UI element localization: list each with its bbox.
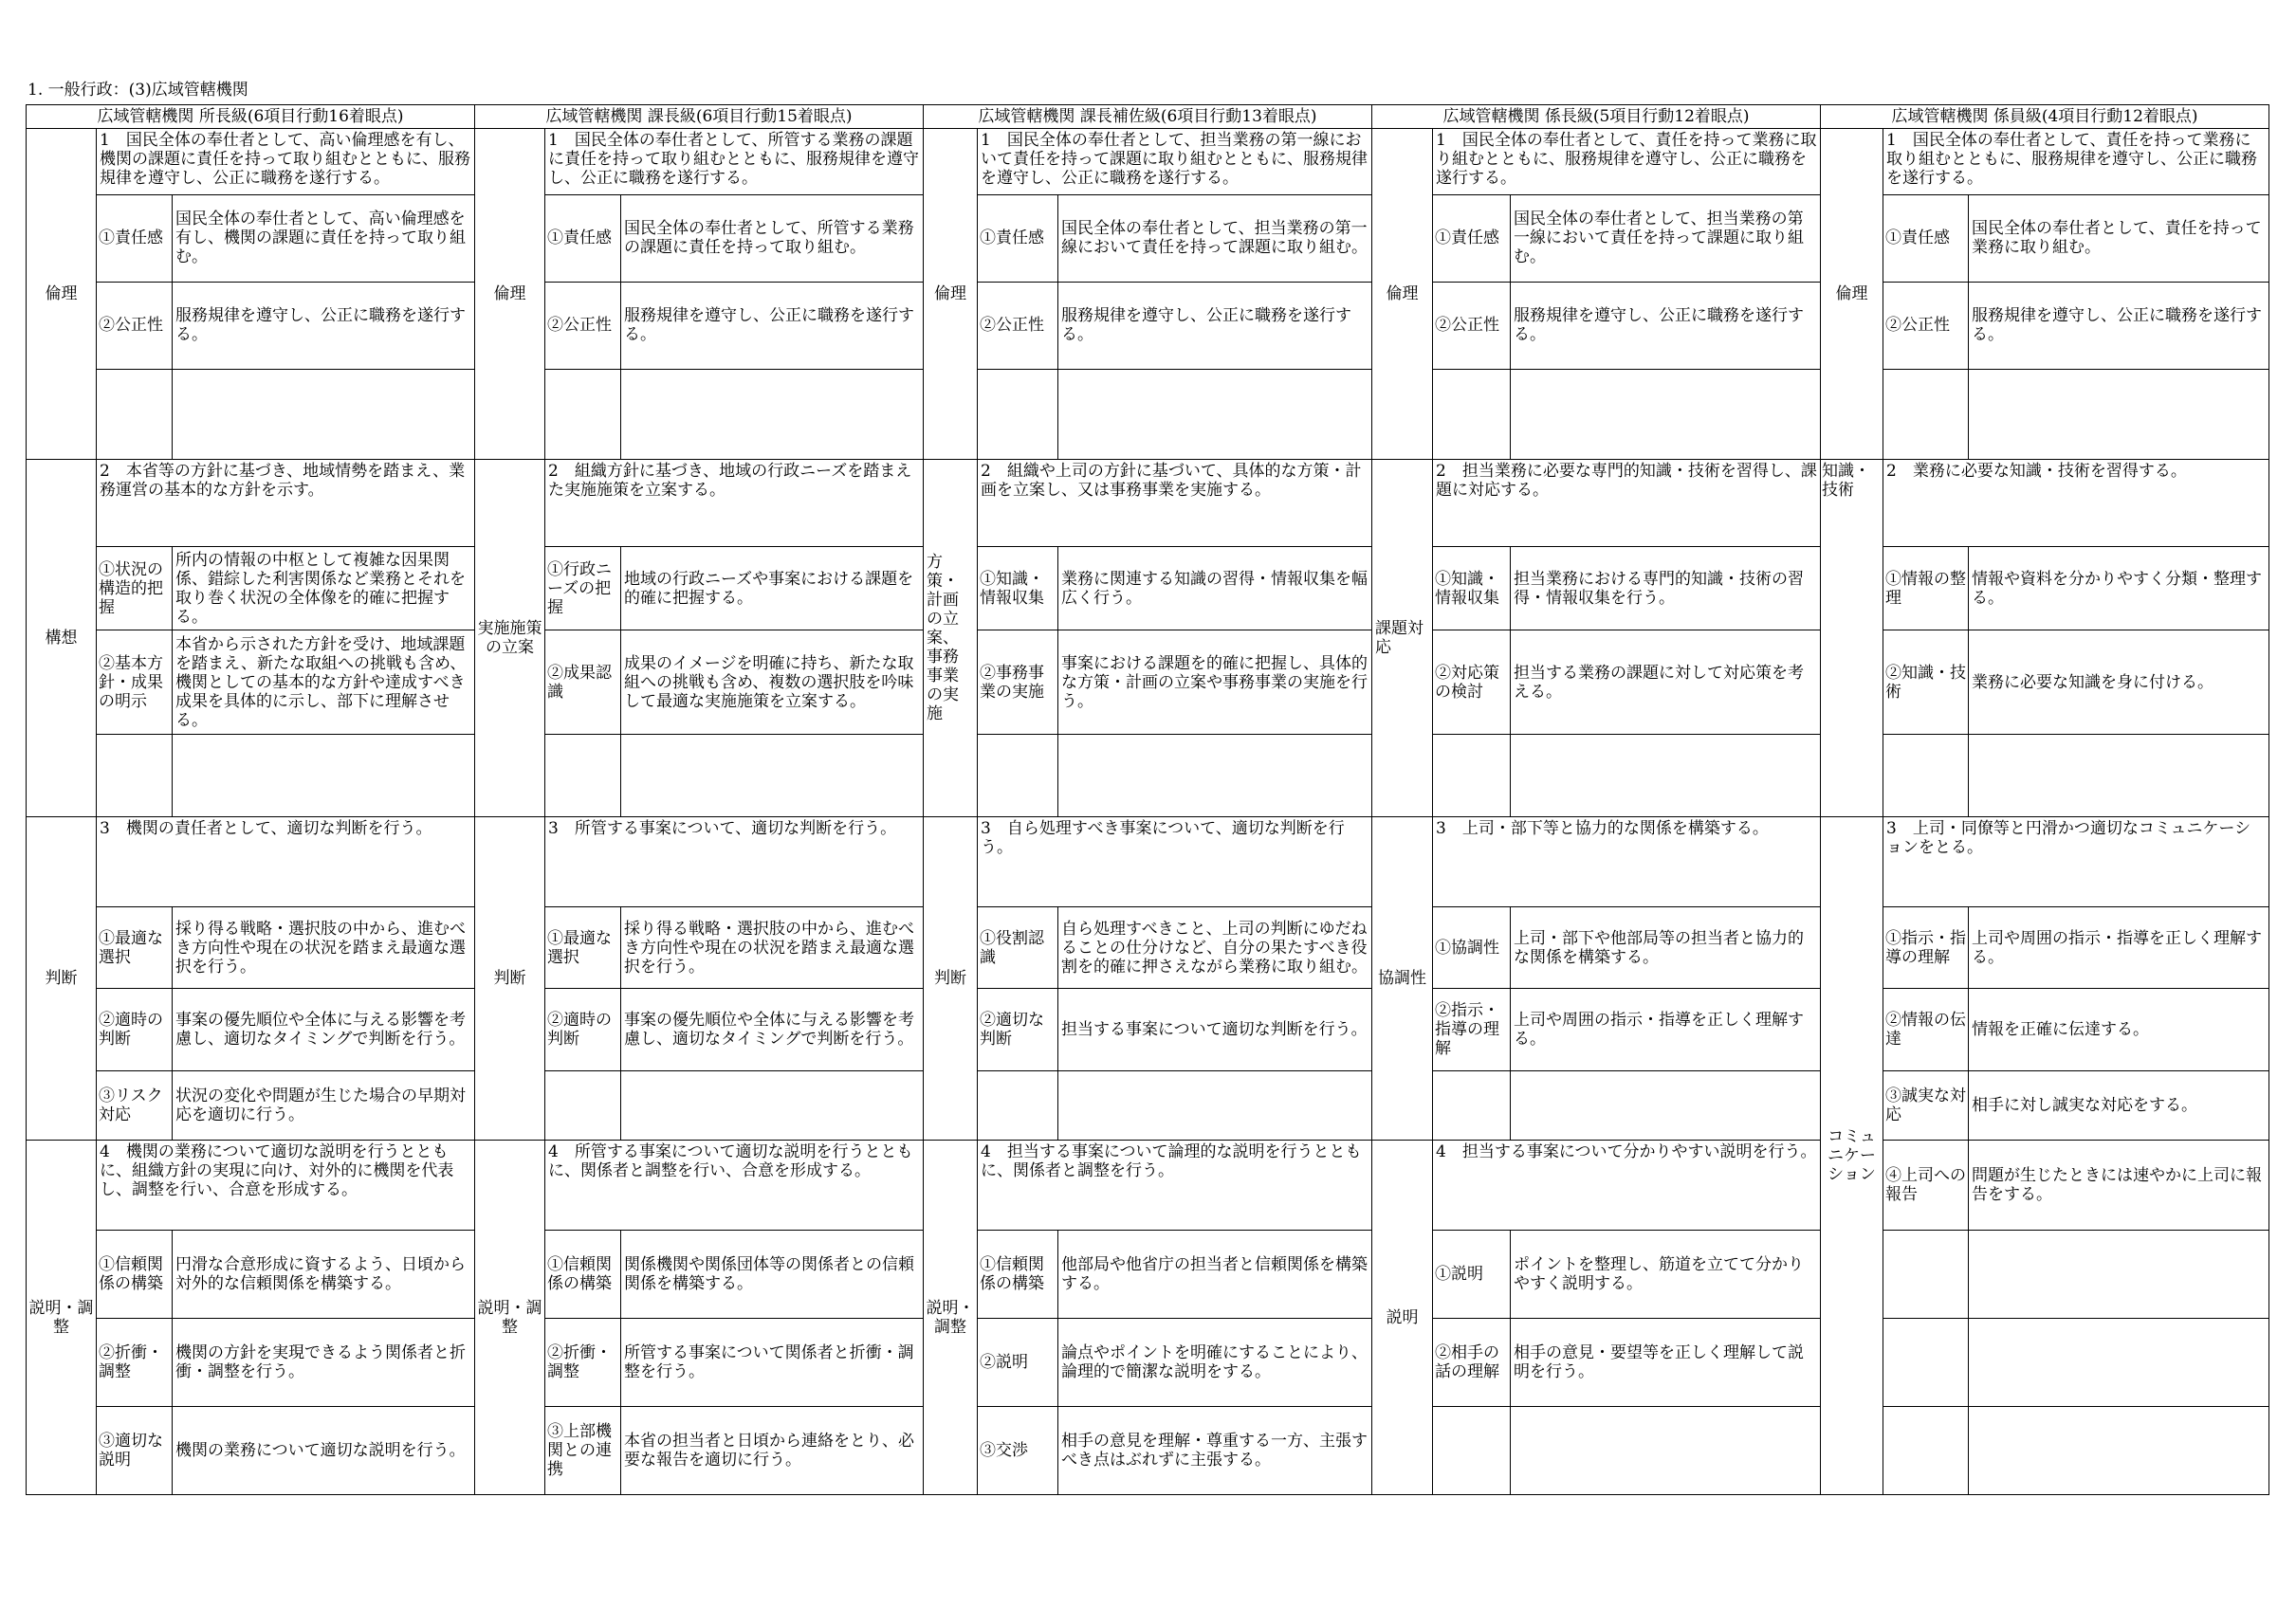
category-cell: 判断: [924, 816, 978, 1140]
empty-cell: [1433, 735, 1511, 817]
lead-text: 1 国民全体の奉仕者として、高い倫理感を有し、機関の課題に責任を持って取り組むとともに、服務規律を遵守し、公正に職務を遂行する。: [97, 129, 475, 195]
item-label: ②説明: [978, 1319, 1058, 1407]
item-text: 成果のイメージを明確に持ち、新たな取組への挑戦も含め、複数の選択肢を吟味して最適な実施施策を立案する。: [621, 630, 924, 735]
empty-cell: [978, 1071, 1058, 1141]
category-cell: 倫理: [1372, 129, 1433, 460]
document-title: 1. 一般行政：(3)広域管轄機関: [28, 81, 248, 100]
item-text: 機関の業務について適切な説明を行う。: [173, 1406, 475, 1494]
item-label: ①最適な選択: [97, 906, 173, 989]
item-label: ②折衝・調整: [545, 1319, 621, 1407]
item-text: 関係機関や関係団体等の関係者との信頼関係を構築する。: [621, 1231, 924, 1319]
lead-text: 3 機関の責任者として、適切な判断を行う。: [97, 816, 475, 906]
item-label: ②適切な判断: [978, 989, 1058, 1071]
item-label: ②公正性: [1433, 282, 1511, 369]
category-cell: 倫理: [924, 129, 978, 460]
item-text: 他部局や他省庁の担当者と信頼関係を構築する。: [1058, 1231, 1372, 1319]
item-label: ①信頼関係の構築: [978, 1231, 1058, 1319]
item-text: 所内の情報の中枢として複雑な因果関係、錯綜した利害関係など業務とそれを取り巻く状況の全体像を的確に把握する。: [173, 546, 475, 630]
item-text: 相手に対し誠実な対応をする。: [1969, 1071, 2269, 1141]
category-cell: 知識・技術: [1821, 459, 1883, 816]
item-text: 論点やポイントを明確にすることにより、論理的で簡潔な説明をする。: [1058, 1319, 1372, 1407]
item-label: ①責任感: [978, 195, 1058, 283]
empty-cell: [1433, 369, 1511, 459]
item-label: ①情報の整理: [1883, 546, 1969, 630]
lead-text: 2 業務に必要な知識・技術を習得する。: [1883, 459, 2269, 546]
item-label: ②公正性: [1883, 282, 1969, 369]
item-text: 採り得る戦略・選択肢の中から、進むべき方向性や現在の状況を踏まえ最適な選択を行う。: [621, 906, 924, 989]
lead-text: 2 担当業務に必要な専門的知識・技術を習得し、課題に対応する。: [1433, 459, 1821, 546]
empty-cell: [1969, 1231, 2269, 1319]
item-label: ①状況の構造的把握: [97, 546, 173, 630]
category-cell: 実施施策の立案: [475, 459, 545, 816]
item-label: ②事務事業の実施: [978, 630, 1058, 735]
category-cell: 倫理: [475, 129, 545, 460]
grade-header: 広域管轄機関 課長級(6項目行動15着眼点): [475, 105, 924, 129]
item-label: ③誠実な対応: [1883, 1071, 1969, 1141]
empty-cell: [1511, 1071, 1821, 1141]
category-cell: 倫理: [1821, 129, 1883, 460]
empty-cell: [978, 369, 1058, 459]
item-text: 状況の変化や問題が生じた場合の早期対応を適切に行う。: [173, 1071, 475, 1141]
item-label: ③適切な説明: [97, 1406, 173, 1494]
empty-cell: [1511, 735, 1821, 817]
item-text: 上司・部下や他部局等の担当者と協力的な関係を構築する。: [1511, 906, 1821, 989]
item-text: 地域の行政ニーズや事案における課題を的確に把握する。: [621, 546, 924, 630]
empty-cell: [1058, 1071, 1372, 1141]
item-text: 国民全体の奉仕者として、担当業務の第一線において責任を持って課題に取り組む。: [1511, 195, 1821, 283]
empty-cell: [978, 735, 1058, 817]
item-label: ①最適な選択: [545, 906, 621, 989]
lead-text: 2 組織や上司の方針に基づいて、具体的な方策・計画を立案し、又は事務事業を実施する。: [978, 459, 1372, 546]
item-text: 服務規律を遵守し、公正に職務を遂行する。: [1969, 282, 2269, 369]
empty-cell: [545, 369, 621, 459]
category-cell: 判断: [475, 816, 545, 1140]
item-text: 所管する事案について関係者と折衝・調整を行う。: [621, 1319, 924, 1407]
item-text: 服務規律を遵守し、公正に職務を遂行する。: [621, 282, 924, 369]
lead-text: 4 機関の業務について適切な説明を行うとともに、組織方針の実現に向け、対外的に機関を代表し、調整を行い、合意を形成する。: [97, 1141, 475, 1231]
item-label: ②指示・指導の理解: [1433, 989, 1511, 1071]
item-label: ①信頼関係の構築: [97, 1231, 173, 1319]
lead-text: 1 国民全体の奉仕者として、責任を持って業務に取り組むとともに、服務規律を遵守し、公正に職務を遂行する。: [1433, 129, 1821, 195]
empty-cell: [545, 735, 621, 817]
empty-cell: [1511, 369, 1821, 459]
item-text: 業務に関連する知識の習得・情報収集を幅広く行う。: [1058, 546, 1372, 630]
competency-table: [26, 104, 2269, 1495]
category-cell: 方策・計画の立案、事務事業の実施: [924, 459, 978, 816]
item-label: ①責任感: [1433, 195, 1511, 283]
lead-text: 1 国民全体の奉仕者として、所管する業務の課題に責任を持って取り組むとともに、服務規律を遵守し、公正に職務を遂行する。: [545, 129, 924, 195]
lead-text: 1 国民全体の奉仕者として、担当業務の第一線において責任を持って課題に取り組むとともに、服務規律を遵守し、公正に職務を遂行する。: [978, 129, 1372, 195]
item-text: 円滑な合意形成に資するよう、日頃から対外的な信頼関係を構築する。: [173, 1231, 475, 1319]
item-text: 担当する事案について適切な判断を行う。: [1058, 989, 1372, 1071]
item-label: ②対応策の検討: [1433, 630, 1511, 735]
empty-cell: [1883, 1406, 1969, 1494]
item-text: 本省の担当者と日頃から連絡をとり、必要な報告を適切に行う。: [621, 1406, 924, 1494]
item-text: 服務規律を遵守し、公正に職務を遂行する。: [1511, 282, 1821, 369]
category-cell: 協調性: [1372, 816, 1433, 1140]
item-text: 問題が生じたときには速やかに上司に報告をする。: [1969, 1141, 2269, 1231]
grade-header: 広域管轄機関 所長級(6項目行動16着眼点): [27, 105, 475, 129]
empty-cell: [1969, 1319, 2269, 1407]
grade-header: 広域管轄機関 課長補佐級(6項目行動13着眼点): [924, 105, 1372, 129]
item-text: 情報や資料を分かりやすく分類・整理する。: [1969, 546, 2269, 630]
item-text: 相手の意見・要望等を正しく理解して説明を行う。: [1511, 1319, 1821, 1407]
item-text: 担当業務における専門的知識・技術の習得・情報収集を行う。: [1511, 546, 1821, 630]
empty-cell: [1511, 1406, 1821, 1494]
item-label: ②成果認識: [545, 630, 621, 735]
category-cell: コミュニケーション: [1821, 816, 1883, 1494]
item-label: ①信頼関係の構築: [545, 1231, 621, 1319]
category-cell: 課題対応: [1372, 459, 1433, 816]
item-label: ②情報の伝達: [1883, 989, 1969, 1071]
item-text: 業務に必要な知識を身に付ける。: [1969, 630, 2269, 735]
empty-cell: [1058, 735, 1372, 817]
item-text: 国民全体の奉仕者として、担当業務の第一線において責任を持って課題に取り組む。: [1058, 195, 1372, 283]
item-text: 本省から示された方針を受け、地域課題を踏まえ、新たな取組への挑戦も含め、機関としての基本的な方針や達成すべき成果を具体的に示し、部下に理解させる。: [173, 630, 475, 735]
item-text: 上司や周囲の指示・指導を正しく理解する。: [1969, 906, 2269, 989]
item-label: ②相手の話の理解: [1433, 1319, 1511, 1407]
empty-cell: [1969, 369, 2269, 459]
item-label: ①知識・情報収集: [978, 546, 1058, 630]
item-text: 上司や周囲の指示・指導を正しく理解する。: [1511, 989, 1821, 1071]
empty-cell: [1883, 369, 1969, 459]
item-label: ①責任感: [97, 195, 173, 283]
item-text: 事案における課題を的確に把握し、具体的な方策・計画の立案や事務事業の実施を行う。: [1058, 630, 1372, 735]
item-text: 採り得る戦略・選択肢の中から、進むべき方向性や現在の状況を踏まえ最適な選択を行う。: [173, 906, 475, 989]
item-label: ①役割認識: [978, 906, 1058, 989]
item-label: ②公正性: [545, 282, 621, 369]
item-text: 国民全体の奉仕者として、所管する業務の課題に責任を持って取り組む。: [621, 195, 924, 283]
item-label: ②基本方針・成果の明示: [97, 630, 173, 735]
category-cell: 説明: [1372, 1141, 1433, 1495]
item-label: ①指示・指導の理解: [1883, 906, 1969, 989]
item-label: ②公正性: [978, 282, 1058, 369]
empty-cell: [1883, 1231, 1969, 1319]
item-text: 自ら処理すべきこと、上司の判断にゆだねることの仕分けなど、自分の果たすべき役割を的確に押さえながら業務に取り組む。: [1058, 906, 1372, 989]
item-text: 機関の方針を実現できるよう関係者と折衝・調整を行う。: [173, 1319, 475, 1407]
lead-text: 4 担当する事案について分かりやすい説明を行う。: [1433, 1141, 1821, 1231]
category-cell: 倫理: [27, 129, 97, 460]
category-cell: 判断: [27, 816, 97, 1140]
item-label: ③交渉: [978, 1406, 1058, 1494]
grade-header: 広域管轄機関 係長級(5項目行動12着眼点): [1372, 105, 1821, 129]
item-label: ②折衝・調整: [97, 1319, 173, 1407]
item-label: ②適時の判断: [97, 989, 173, 1071]
item-text: 事案の優先順位や全体に与える影響を考慮し、適切なタイミングで判断を行う。: [621, 989, 924, 1071]
item-text: 服務規律を遵守し、公正に職務を遂行する。: [1058, 282, 1372, 369]
grade-header: 広域管轄機関 係員級(4項目行動12着眼点): [1821, 105, 2269, 129]
item-text: 担当する業務の課題に対して対応策を考える。: [1511, 630, 1821, 735]
lead-text: 4 担当する事案について論理的な説明を行うとともに、関係者と調整を行う。: [978, 1141, 1372, 1231]
empty-cell: [1433, 1406, 1511, 1494]
empty-cell: [621, 1071, 924, 1141]
item-label: ①協調性: [1433, 906, 1511, 989]
item-label: ③上部機関との連携: [545, 1406, 621, 1494]
item-text: 相手の意見を理解・尊重する一方、主張すべき点はぶれずに主張する。: [1058, 1406, 1372, 1494]
item-label: ①説明: [1433, 1231, 1511, 1319]
item-text: 事案の優先順位や全体に与える影響を考慮し、適切なタイミングで判断を行う。: [173, 989, 475, 1071]
item-label: ①知識・情報収集: [1433, 546, 1511, 630]
item-label: ①行政ニーズの把握: [545, 546, 621, 630]
item-label: ①責任感: [1883, 195, 1969, 283]
empty-cell: [1058, 369, 1372, 459]
item-text: 情報を正確に伝達する。: [1969, 989, 2269, 1071]
lead-text: 3 自ら処理すべき事案について、適切な判断を行う。: [978, 816, 1372, 906]
empty-cell: [1883, 735, 1969, 817]
lead-text: 2 本省等の方針に基づき、地域情勢を踏まえ、業務運営の基本的な方針を示す。: [97, 459, 475, 546]
item-label: ④上司への報告: [1883, 1141, 1969, 1231]
empty-cell: [545, 1071, 621, 1141]
empty-cell: [621, 735, 924, 817]
item-label: ②知識・技術: [1883, 630, 1969, 735]
category-cell: 構想: [27, 459, 97, 816]
item-label: ②公正性: [97, 282, 173, 369]
empty-cell: [97, 735, 173, 817]
empty-cell: [1969, 735, 2269, 817]
item-label: ①責任感: [545, 195, 621, 283]
empty-cell: [1433, 1071, 1511, 1141]
empty-cell: [1969, 1406, 2269, 1494]
lead-text: 3 上司・部下等と協力的な関係を構築する。: [1433, 816, 1821, 906]
item-text: ポイントを整理し、筋道を立てて分かりやすく説明する。: [1511, 1231, 1821, 1319]
item-label: ③リスク対応: [97, 1071, 173, 1141]
item-label: ②適時の判断: [545, 989, 621, 1071]
item-text: 服務規律を遵守し、公正に職務を遂行する。: [173, 282, 475, 369]
category-cell: 説明・調整: [27, 1141, 97, 1495]
lead-text: 2 組織方針に基づき、地域の行政ニーズを踏まえた実施施策を立案する。: [545, 459, 924, 546]
item-text: 国民全体の奉仕者として、高い倫理感を有し、機関の課題に責任を持って取り組む。: [173, 195, 475, 283]
category-cell: 説明・調整: [475, 1141, 545, 1495]
empty-cell: [1883, 1319, 1969, 1407]
empty-cell: [173, 735, 475, 817]
lead-text: 3 所管する事案について、適切な判断を行う。: [545, 816, 924, 906]
item-text: 国民全体の奉仕者として、責任を持って業務に取り組む。: [1969, 195, 2269, 283]
lead-text: 4 所管する事案について適切な説明を行うとともに、関係者と調整を行い、合意を形成する。: [545, 1141, 924, 1231]
empty-cell: [621, 369, 924, 459]
empty-cell: [173, 369, 475, 459]
empty-cell: [97, 369, 173, 459]
category-cell: 説明・調整: [924, 1141, 978, 1495]
lead-text: 3 上司・同僚等と円滑かつ適切なコミュニケーションをとる。: [1883, 816, 2269, 906]
lead-text: 1 国民全体の奉仕者として、責任を持って業務に取り組むとともに、服務規律を遵守し、公正に職務を遂行する。: [1883, 129, 2269, 195]
